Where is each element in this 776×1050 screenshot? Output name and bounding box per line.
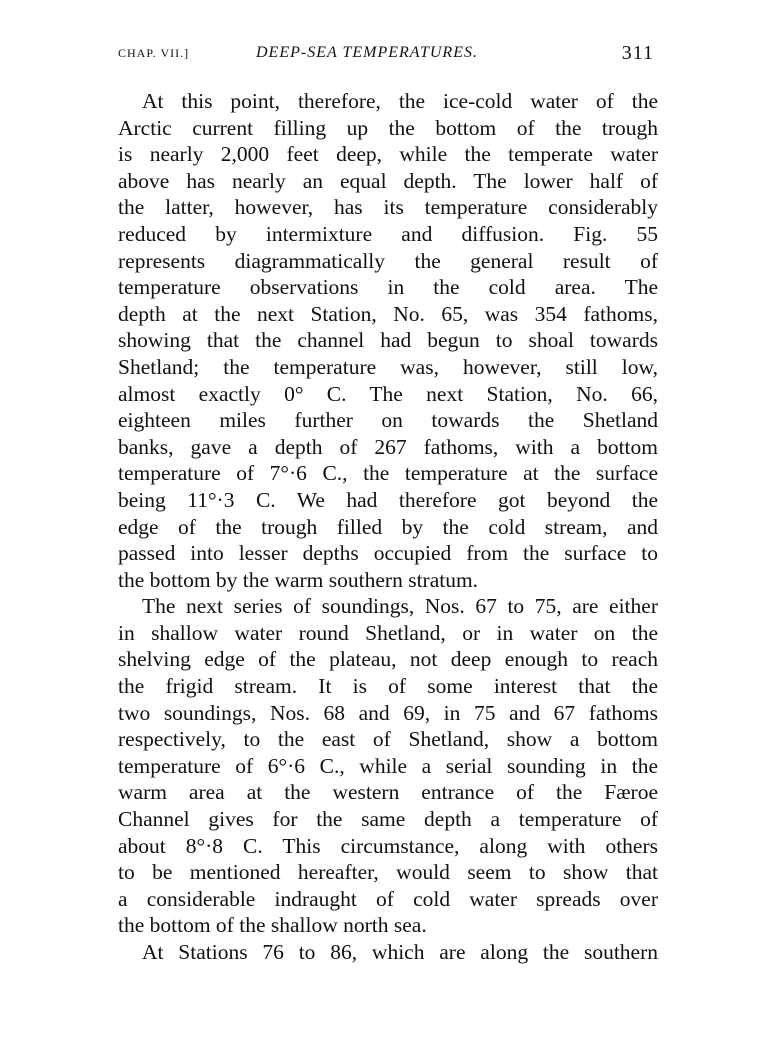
text-line: represents diagrammatically the general result of [118, 248, 658, 273]
text-line: eighteen miles further on towards the Shetland [118, 408, 658, 433]
text-line: a considerable indraught of cold water spreads over [118, 886, 658, 911]
paragraph-2 [118, 593, 658, 939]
text-line: the bottom by the warm southern stratum. [118, 567, 479, 592]
paragraph-3 [118, 939, 658, 966]
text-line: warm area at the western entrance of the Færoe [118, 780, 658, 805]
text-line: edge of the trough filled by the cold stream, and [118, 514, 658, 539]
text-line: respectively, to the east of Shetland, show a bottom [118, 727, 658, 752]
text-line: At this point, therefore, the ice-cold water of the [142, 89, 658, 113]
text-line: two soundings, Nos. 68 and 69, in 75 and 67 fathoms [118, 700, 658, 725]
text-line: Channel gives for the same depth a temperature of [118, 807, 658, 832]
text-line: the bottom of the shallow north sea. [118, 913, 427, 938]
text-line: is nearly 2,000 feet deep, while the temperate water [118, 142, 658, 167]
text-line: Arctic current filling up the bottom of the trough [118, 115, 658, 140]
text-line: showing that the channel had begun to shoal towards [118, 328, 658, 353]
text-line: The next series of soundings, Nos. 67 to 75, are either [142, 594, 658, 619]
text-line: in shallow water round Shetland, or in water on the [118, 620, 658, 645]
text-line: reduced by intermixture and diffusion. Fig. 55 [118, 221, 658, 246]
running-head [118, 36, 658, 76]
book-page [118, 36, 658, 966]
running-title: DEEP-SEA TEMPERATURES. [256, 44, 478, 61]
text-line: the frigid stream. It is of some interest that the [118, 674, 658, 699]
text-line: At Stations 76 to 86, which are along the southern [142, 940, 658, 964]
text-line: being 11°·3 C. We had therefore got beyond the [118, 487, 658, 512]
text-line: temperature observations in the cold area. The [118, 275, 658, 300]
body-text [118, 88, 658, 966]
paragraph-1 [118, 88, 658, 593]
text-line: the latter, however, has its temperature considerably [118, 195, 658, 220]
text-line: almost exactly 0° C. The next Station, No. 66, [118, 381, 658, 406]
text-line: banks, gave a depth of 267 fathoms, with a bottom [118, 434, 658, 459]
text-line: passed into lesser depths occupied from the surface to [118, 541, 658, 566]
text-line: temperature of 7°·6 C., the temperature at the surface [118, 461, 658, 486]
text-line: about 8°·8 C. This circumstance, along with others [118, 833, 658, 858]
text-line: above has nearly an equal depth. The lower half of [118, 168, 658, 193]
text-line: to be mentioned hereafter, would seem to show that [118, 860, 658, 885]
chapter-label: CHAP. VII.] [118, 46, 190, 60]
text-line: Shetland; the temperature was, however, still low, [118, 354, 658, 379]
text-line: depth at the next Station, No. 65, was 354 fathoms, [118, 301, 658, 326]
text-line: shelving edge of the plateau, not deep enough to reach [118, 647, 658, 672]
text-line: temperature of 6°·6 C., while a serial sounding in the [118, 753, 658, 778]
page-number: 311 [621, 42, 654, 64]
